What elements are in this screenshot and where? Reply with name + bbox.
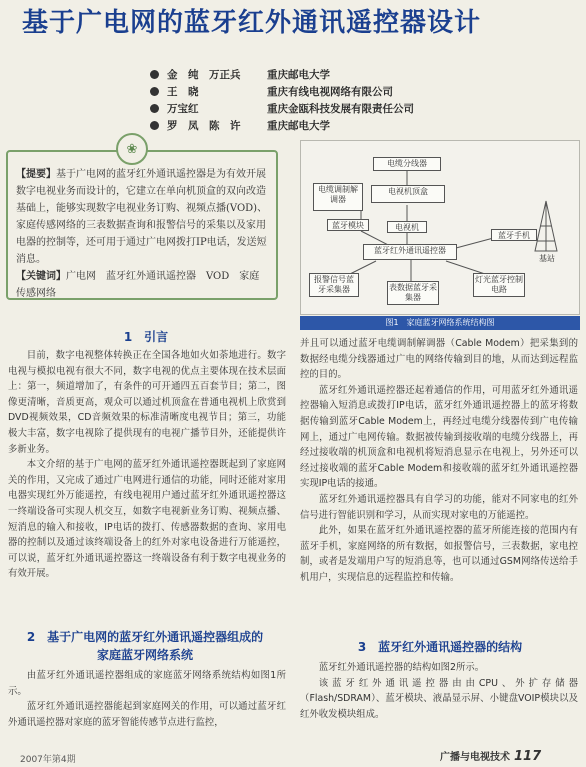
node-bt-phone: 蓝牙手机 — [491, 229, 537, 241]
abstract-text: 基于广电网的蓝牙红外通讯遥控器是为有效开展数字电视业务而设计的，它建立在单向机顶盒的双向改造基础上，能够实现数字电视业务订购、视频点播(VOD)、家庭传感网络的三表数据查询和报警信号的采集以及家用电器的控制等，还可用于通过广电网拨打IP电话，发送短消息。 — [16, 169, 268, 265]
section-heading-3: 3 蓝牙红外通讯遥控器的结构 — [357, 640, 523, 654]
author-affiliation: 重庆邮电大学 — [267, 120, 330, 132]
paragraph: 蓝牙红外通讯遥控器具有自学习的功能，能对不同家电的红外信号进行智能识别和学习，从而实现对家电的万能遥控。 — [300, 493, 578, 521]
author-list — [150, 66, 570, 134]
abstract-label: 【提要】 — [16, 169, 56, 180]
section-heading-1: 1 引言 — [123, 330, 169, 344]
author-row — [150, 66, 570, 83]
author-row — [150, 100, 570, 117]
journal-name: 广播与电视技术 — [440, 752, 510, 763]
bullet-icon — [150, 70, 159, 79]
left-column-text-2 — [8, 668, 286, 746]
node-cable-splitter: 电缆分线器 — [373, 157, 441, 171]
node-set-top-box: 电视机顶盒 — [371, 185, 445, 203]
footer-issue: 2007年第4期 — [20, 755, 76, 765]
node-alarm-collector: 报警信号蓝牙采集器 — [309, 273, 359, 297]
right-column-text-1 — [300, 336, 578, 626]
node-cable-modem: 电缆调制解调器 — [313, 183, 363, 211]
bullet-icon — [150, 104, 159, 113]
left-column-text-1 — [8, 348, 286, 626]
node-tv: 电视机 — [387, 221, 427, 233]
author-affiliation: 重庆金瓯科技发展有限责任公司 — [267, 103, 414, 115]
bullet-icon — [150, 87, 159, 96]
section-heading-2 — [10, 628, 280, 664]
node-remote: 蓝牙红外通讯遥控器 — [363, 244, 457, 260]
paragraph: 该蓝牙红外通讯遥控器由由CPU、外扩存储器（Flash/SDRAM）、蓝牙模块、液晶显示屏、小键盘VOIP模块以及红外收发模块组成。 — [300, 677, 578, 720]
author-affiliation: 重庆邮电大学 — [267, 69, 330, 81]
paragraph: 蓝牙红外通讯遥控器能起到家庭网关的作用，可以通过蓝牙红外通讯遥控器对家庭的蓝牙智能传感节点进行监控， — [8, 701, 286, 728]
paragraph: 本文介绍的基于广电网的蓝牙红外通讯遥控器既起到了家庭网关的作用，又完成了通过广电网进行通信的功能，同时还能对家用电器实现红外万能遥控，有线电视用户通过蓝牙红外通讯遥控器这一终端设备可实现人机交互，如数字电视新业务订购、视频点播、短消息的输入和接收，IP电话的拨打、传感器数据的查询、家用电器的控制以及通过该终端设备上的红外对家电设备进行万能遥控，可以说，蓝牙红外通讯遥控器这一终端设备有利于数字电视业务的有效开展。 — [8, 459, 286, 580]
author-name: 王 晓 — [167, 86, 199, 98]
author-row — [150, 117, 570, 134]
node-base-station: 基站 — [539, 254, 555, 263]
paragraph: 蓝牙红外通讯遥控器的结构如图2所示。 — [318, 662, 485, 673]
author-name: 金 纯 万正兵 — [167, 69, 241, 81]
author-affiliation: 重庆有线电视网络有限公司 — [267, 86, 393, 98]
paragraph: 蓝牙红外通讯遥控器还起着通信的作用，可用蓝牙红外通讯遥控器输入短消息或拨打IP电话，蓝牙红外通讯遥控器上的蓝牙将数据传输到蓝牙Cable Modem上，再经过电缆分线器传到广电传输网上，通过广电网传输。数据被传输到接收端的电缆分线器上，再经过接收端的机顶盒和电视机将短消息显示在电视上，另外还可以经过接收端的蓝牙Cable Modem和接收端的蓝牙红外通讯遥控器实现IP电话的接通。 — [300, 384, 578, 490]
paragraph: 并且可以通过蓝牙电缆调制解调器（Cable Modem）把采集到的数据经电缆分线器通过广电的网络传输到目的地，从而达到远程监控的目的。 — [300, 338, 578, 381]
section-heading-2-line1: 2 基于广电网的蓝牙红外通讯遥控器组成的 — [26, 630, 264, 644]
figure-system-diagram — [300, 140, 580, 315]
page-title: 基于广电网的蓝牙红外通讯遥控器设计 — [22, 8, 482, 38]
section-heading-2-line2: 家庭蓝牙网络系统 — [96, 648, 193, 662]
paperclip-icon: ❀ — [116, 133, 148, 165]
footer-journal — [440, 748, 541, 764]
abstract-box — [6, 150, 278, 300]
author-name: 万宝红 — [167, 103, 199, 115]
keywords-label: 【关键词】 — [16, 271, 66, 282]
node-light-control: 灯光蓝牙控制电路 — [473, 273, 525, 297]
keywords-text: 广电网 蓝牙红外通讯遥控器 VOD 家庭传感网络 — [16, 271, 260, 299]
paragraph: 此外，如果在蓝牙红外通讯遥控器的蓝牙所能连接的范围内有蓝牙手机，家庭网络的所有数据，如报警信号，三表数据，家电控制，或者是发端用户写的短消息等，也可以通过GSM网络传送给手机用户，实现信息的远程监控和传输。 — [300, 525, 578, 583]
node-bt-module: 蓝牙模块 — [327, 219, 369, 231]
node-meter-collector: 表数据蓝牙采集器 — [387, 281, 439, 305]
author-row — [150, 83, 570, 100]
paragraph: 目前，数字电视整体转换正在全国各地如火如荼地进行。数字电视与模拟电视有很大不同，数字电视的优点主要体现在技术层面上：第一，频道增加了，有条件的可开通四五百套节目；第二，图像更清晰，音质更高，观众可以通过机顶盒在普通电视机上欣赏到DVD视频效果，CD音频效果的标准清晰度电视节目；第三，功能极大丰富，数字电视除了提供现有的电视广播节目外，还能提供许多新业务。 — [8, 350, 286, 455]
page-number: 117 — [514, 749, 542, 764]
paragraph: 由蓝牙红外通讯遥控器组成的家庭蓝牙网络系统结构如图1所示。 — [8, 670, 286, 697]
figure-caption: 图1 家庭蓝牙网络系统结构图 — [300, 316, 580, 330]
bullet-icon — [150, 121, 159, 130]
author-name: 罗 凤 陈 许 — [167, 120, 241, 132]
right-column-text-2 — [300, 660, 578, 742]
